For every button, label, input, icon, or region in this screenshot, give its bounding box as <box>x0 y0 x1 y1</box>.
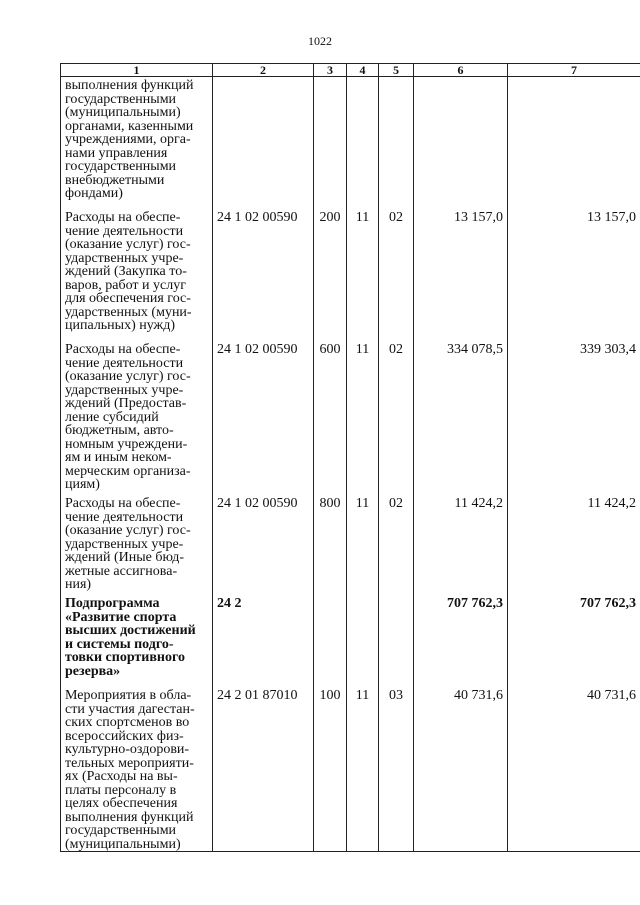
subprogram-name-text: Подпрограмма «Развитие спорта высших достижений и системы подго- товки спортивного резерва» <box>65 596 196 679</box>
section <box>347 593 379 685</box>
expense-name <box>61 77 213 208</box>
table-row <box>61 77 640 208</box>
amount-col6: 334 078,5 <box>414 339 508 493</box>
column-header: 5 <box>379 64 414 77</box>
subprogram-name <box>61 593 213 685</box>
subsection: 02 <box>379 493 414 593</box>
column-header: 4 <box>347 64 379 77</box>
amount-col6: 11 424,2 <box>414 493 508 593</box>
section: 11 <box>347 685 379 852</box>
expense-name <box>61 685 213 852</box>
expense-type: 800 <box>314 493 347 593</box>
section <box>347 77 379 208</box>
amount-col6 <box>414 77 508 208</box>
subsection: 02 <box>379 207 414 339</box>
subprogram-row <box>61 593 640 685</box>
table-row <box>61 685 640 852</box>
section: 11 <box>347 207 379 339</box>
table-row <box>61 493 640 593</box>
expense-name <box>61 493 213 593</box>
expense-type: 200 <box>314 207 347 339</box>
table-header-row <box>61 64 640 77</box>
section: 11 <box>347 339 379 493</box>
column-header: 3 <box>314 64 347 77</box>
budget-table <box>60 63 640 852</box>
expense-name-text: Расходы на обеспе- чение деятельности (оказание услуг) гос- ударственных учре- ждений (Предостав- ление субсидий бюджетным, авто- номным учреждени- ям и иным неком- мерческим организа- циям) <box>65 342 191 492</box>
amount-col7: 40 731,6 <box>508 685 640 852</box>
amount-col7: 707 762,3 <box>508 593 640 685</box>
subsection: 03 <box>379 685 414 852</box>
expense-name-text: выполнения функций государственными (муниципальными) органами, казенными учреждениями, орга- нами управления государственными внебюджетными фондами) <box>65 78 194 201</box>
page-number: 1022 <box>308 34 332 48</box>
expense-name <box>61 339 213 493</box>
expense-name-text: Мероприятия в обла- сти участия дагестан- ских спортсменов во всероссийских физ- культурно-оздорови- тельных мероприяти- ях (Расходы на вы- платы персоналу в целях обеспечения выполнения функций государственными (муниципальными) <box>65 688 195 852</box>
amount-col7: 339 303,4 <box>508 339 640 493</box>
expense-name <box>61 207 213 339</box>
target-code <box>213 77 314 208</box>
amount-col7 <box>508 77 640 208</box>
expense-type <box>314 593 347 685</box>
expense-type <box>314 77 347 208</box>
target-code: 24 1 02 00590 <box>213 493 314 593</box>
table-row <box>61 339 640 493</box>
table-row <box>61 207 640 339</box>
target-code: 24 1 02 00590 <box>213 207 314 339</box>
amount-col6: 40 731,6 <box>414 685 508 852</box>
column-header: 2 <box>213 64 314 77</box>
expense-name-text: Расходы на обеспе- чение деятельности (оказание услуг) гос- ударственных учре- ждений (Иные бюд- жетные ассигнова- ния) <box>65 496 191 592</box>
target-code: 24 2 01 87010 <box>213 685 314 852</box>
expense-type: 100 <box>314 685 347 852</box>
target-code: 24 2 <box>213 593 314 685</box>
section: 11 <box>347 493 379 593</box>
amount-col6: 13 157,0 <box>414 207 508 339</box>
expense-name-text: Расходы на обеспе- чение деятельности (оказание услуг) гос- ударственных учре- ждений (Закупка то- варов, работ и услуг для обеспечения гос- ударственных (муни- ципальных) нужд) <box>65 210 192 333</box>
subsection <box>379 77 414 208</box>
subsection: 02 <box>379 339 414 493</box>
target-code: 24 1 02 00590 <box>213 339 314 493</box>
amount-col6: 707 762,3 <box>414 593 508 685</box>
column-header: 1 <box>61 64 213 77</box>
column-header: 7 <box>508 64 640 77</box>
subsection <box>379 593 414 685</box>
column-header: 6 <box>414 64 508 77</box>
expense-type: 600 <box>314 339 347 493</box>
amount-col7: 11 424,2 <box>508 493 640 593</box>
amount-col7: 13 157,0 <box>508 207 640 339</box>
